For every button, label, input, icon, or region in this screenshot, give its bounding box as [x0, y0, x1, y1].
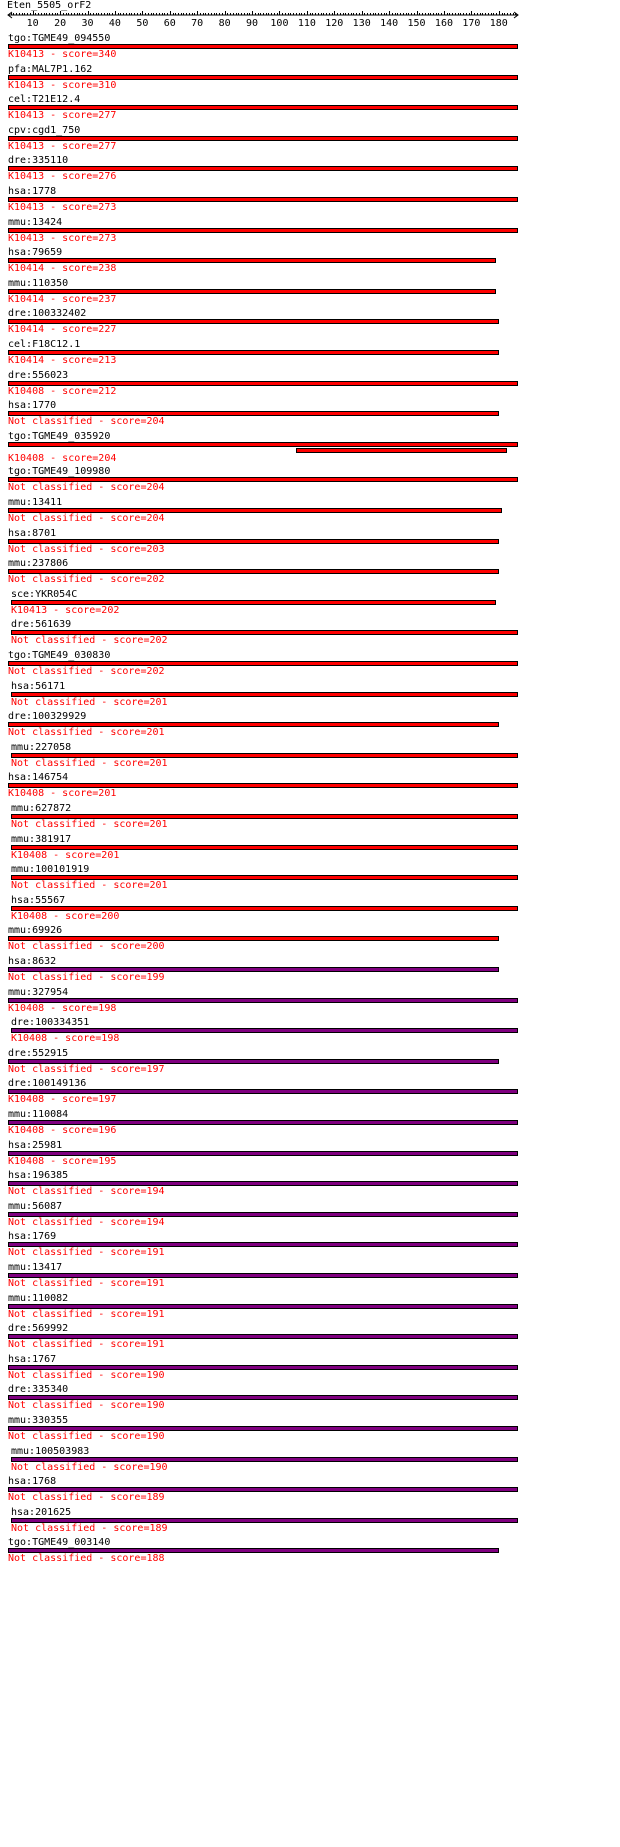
- hit-annotation[interactable]: Not classified - score=191: [8, 1339, 165, 1351]
- hit-annotation[interactable]: Not classified - score=204: [8, 513, 165, 524]
- hit-alignment-bar[interactable]: [8, 442, 518, 447]
- hit-name[interactable]: cel:T21E12.4: [8, 94, 81, 106]
- hit-annotation[interactable]: Not classified - score=201: [8, 727, 165, 739]
- hit-name[interactable]: tgo:TGME49_094550: [8, 33, 111, 44]
- hit-name[interactable]: mmu:13424: [8, 216, 63, 228]
- hit-name[interactable]: hsa:1778: [8, 186, 57, 197]
- hit-name[interactable]: hsa:8632: [8, 956, 57, 967]
- hit-name[interactable]: dre:569992: [8, 1323, 69, 1335]
- hit-name[interactable]: dre:335110: [8, 155, 69, 167]
- hit-annotation[interactable]: Not classified - score=189: [8, 1492, 165, 1504]
- ruler-tick-label: 170: [462, 18, 481, 29]
- hit-annotation[interactable]: K10413 - score=340: [8, 49, 117, 60]
- hit-name[interactable]: mmu:56087: [8, 1200, 63, 1212]
- ruler-tick-label: 180: [489, 18, 508, 29]
- hit-name[interactable]: dre:561639: [11, 619, 72, 631]
- hit-annotation[interactable]: K10408 - score=196: [8, 1125, 117, 1136]
- hit-name[interactable]: mmu:110082: [8, 1292, 69, 1304]
- ruler-tick-label: 60: [163, 18, 176, 29]
- hit-annotation[interactable]: K10413 - score=202: [11, 604, 120, 616]
- hit-name[interactable]: hsa:146754: [8, 772, 69, 784]
- hit-name[interactable]: hsa:1768: [8, 1476, 57, 1488]
- hit-annotation[interactable]: K10413 - score=273: [8, 202, 117, 213]
- hit-annotation[interactable]: K10413 - score=310: [8, 79, 117, 91]
- hit-name[interactable]: dre:100334351: [11, 1017, 90, 1029]
- hit-annotation[interactable]: Not classified - score=204: [8, 416, 165, 428]
- hit-name[interactable]: dre:100149136: [8, 1078, 87, 1090]
- hit-annotation[interactable]: K10413 - score=273: [8, 232, 117, 244]
- hit-name[interactable]: cel:F18C12.1: [8, 339, 81, 350]
- hit-name[interactable]: mmu:237806: [8, 558, 69, 570]
- hit-name[interactable]: hsa:1769: [8, 1231, 57, 1243]
- hit-annotation[interactable]: Not classified - score=190: [8, 1400, 165, 1412]
- hit-name[interactable]: tgo:TGME49_030830: [8, 650, 111, 661]
- ruler-tick-label: 40: [108, 18, 121, 29]
- hit-annotation[interactable]: Not classified - score=188: [8, 1553, 165, 1565]
- hit-name[interactable]: tgo:TGME49_109980: [8, 466, 111, 478]
- ruler-tick-label: 50: [136, 18, 149, 29]
- hit-annotation[interactable]: K10413 - score=276: [8, 171, 117, 183]
- hit-name[interactable]: mmu:110350: [8, 277, 69, 289]
- hit-annotation[interactable]: K10414 - score=227: [8, 324, 117, 336]
- hit-annotation[interactable]: Not classified - score=202: [8, 666, 165, 677]
- ruler-tick-label: 150: [407, 18, 426, 29]
- hit-name[interactable]: mmu:327954: [8, 986, 69, 998]
- hit-name[interactable]: hsa:1770: [8, 400, 57, 412]
- hit-annotation[interactable]: Not classified - score=201: [11, 696, 168, 708]
- hit-name[interactable]: dre:552915: [8, 1047, 69, 1059]
- hit-annotation[interactable]: Not classified - score=202: [8, 574, 165, 586]
- hit-annotation[interactable]: Not classified - score=190: [11, 1461, 168, 1473]
- hit-name[interactable]: hsa:196385: [8, 1170, 69, 1182]
- hit-annotation[interactable]: Not classified - score=200: [8, 941, 165, 953]
- hit-name[interactable]: cpv:cgd1_750: [8, 124, 81, 136]
- hit-annotation[interactable]: Not classified - score=204: [8, 482, 165, 494]
- hit-name[interactable]: dre:556023: [8, 369, 69, 381]
- hit-name[interactable]: dre:100329929: [8, 711, 87, 723]
- ruler-tick-label: 140: [380, 18, 399, 29]
- ruler-tick-label: 90: [246, 18, 259, 29]
- hit-annotation[interactable]: Not classified - score=190: [8, 1369, 165, 1381]
- hit-annotation[interactable]: Not classified - score=199: [8, 972, 165, 983]
- hit-annotation[interactable]: Not classified - score=202: [11, 635, 168, 647]
- hit-annotation[interactable]: Not classified - score=189: [11, 1522, 168, 1534]
- query-title: Eten_5505_orF2: [7, 0, 92, 11]
- hit-name[interactable]: hsa:79659: [8, 247, 63, 259]
- hit-annotation[interactable]: Not classified - score=194: [8, 1186, 165, 1198]
- hit-annotation[interactable]: K10408 - score=197: [8, 1094, 117, 1106]
- hit-annotation[interactable]: Not classified - score=203: [8, 543, 165, 555]
- ruler-tick-label: 120: [325, 18, 344, 29]
- ruler-tick-label: 100: [270, 18, 289, 29]
- hit-name[interactable]: dre:100332402: [8, 308, 87, 320]
- ruler-tick-label: 20: [54, 18, 67, 29]
- hit-name[interactable]: hsa:8701: [8, 527, 57, 539]
- hit-name[interactable]: pfa:MAL7P1.162: [8, 63, 93, 75]
- hit-annotation[interactable]: K10408 - score=198: [11, 1033, 120, 1045]
- hit-annotation[interactable]: Not classified - score=201: [11, 880, 168, 892]
- hit-name[interactable]: mmu:69926: [8, 925, 63, 937]
- hit-annotation[interactable]: K10414 - score=237: [8, 293, 117, 305]
- hit-alignment-bar[interactable]: [296, 448, 507, 453]
- ruler-tick-label: 30: [81, 18, 94, 29]
- hit-annotation[interactable]: K10408 - score=198: [8, 1002, 117, 1014]
- hit-annotation[interactable]: Not classified - score=197: [8, 1063, 165, 1075]
- hit-name[interactable]: mmu:110084: [8, 1109, 69, 1120]
- hit-annotation[interactable]: Not classified - score=201: [11, 757, 168, 769]
- hit-name[interactable]: mmu:13411: [8, 497, 63, 508]
- ruler-tick-label: 10: [26, 18, 39, 29]
- hit-annotation[interactable]: K10408 - score=195: [8, 1155, 117, 1167]
- hit-annotation[interactable]: Not classified - score=190: [8, 1431, 165, 1442]
- hit-name[interactable]: mmu:100503983: [11, 1445, 90, 1457]
- hit-name[interactable]: mmu:13417: [8, 1262, 63, 1273]
- hit-annotation[interactable]: K10408 - score=204: [8, 452, 117, 464]
- ruler-tick-label: 160: [434, 18, 453, 29]
- hit-name[interactable]: hsa:56171: [11, 680, 66, 692]
- ruler-tick-label: 70: [191, 18, 204, 29]
- hit-annotation[interactable]: Not classified - score=191: [8, 1247, 165, 1259]
- hit-annotation[interactable]: Not classified - score=191: [8, 1278, 165, 1289]
- hit-name[interactable]: hsa:25981: [8, 1139, 63, 1151]
- hit-name[interactable]: sce:YKR054C: [11, 588, 78, 600]
- hit-annotation[interactable]: Not classified - score=194: [8, 1216, 165, 1228]
- hit-name[interactable]: dre:335340: [8, 1384, 69, 1396]
- hit-name[interactable]: tgo:TGME49_003140: [8, 1537, 111, 1549]
- hit-name[interactable]: hsa:201625: [11, 1506, 72, 1518]
- hit-name[interactable]: hsa:1767: [8, 1353, 57, 1365]
- ruler-tick-label: 110: [297, 18, 316, 29]
- hit-annotation[interactable]: K10408 - score=201: [8, 788, 117, 800]
- hit-annotation[interactable]: K10408 - score=200: [11, 910, 120, 922]
- hit-annotation[interactable]: K10414 - score=238: [8, 263, 117, 275]
- hit-annotation[interactable]: K10408 - score=212: [8, 385, 117, 397]
- ruler-tick-label: 80: [218, 18, 231, 29]
- ruler-tick-label: 130: [352, 18, 371, 29]
- hit-name[interactable]: tgo:TGME49_035920: [8, 430, 111, 442]
- hit-annotation[interactable]: K10408 - score=201: [11, 849, 120, 861]
- hit-name[interactable]: mmu:381917: [11, 833, 72, 845]
- hit-name[interactable]: mmu:330355: [8, 1415, 69, 1426]
- hit-name[interactable]: mmu:227058: [11, 741, 72, 753]
- hit-annotation[interactable]: K10414 - score=213: [8, 355, 117, 366]
- hit-annotation[interactable]: Not classified - score=191: [8, 1308, 165, 1320]
- hit-name[interactable]: hsa:55567: [11, 894, 66, 906]
- hit-annotation[interactable]: K10413 - score=277: [8, 140, 117, 152]
- hit-annotation[interactable]: Not classified - score=201: [11, 819, 168, 830]
- hit-name[interactable]: mmu:627872: [11, 803, 72, 814]
- hit-annotation[interactable]: K10413 - score=277: [8, 110, 117, 122]
- hit-name[interactable]: mmu:100101919: [11, 864, 90, 876]
